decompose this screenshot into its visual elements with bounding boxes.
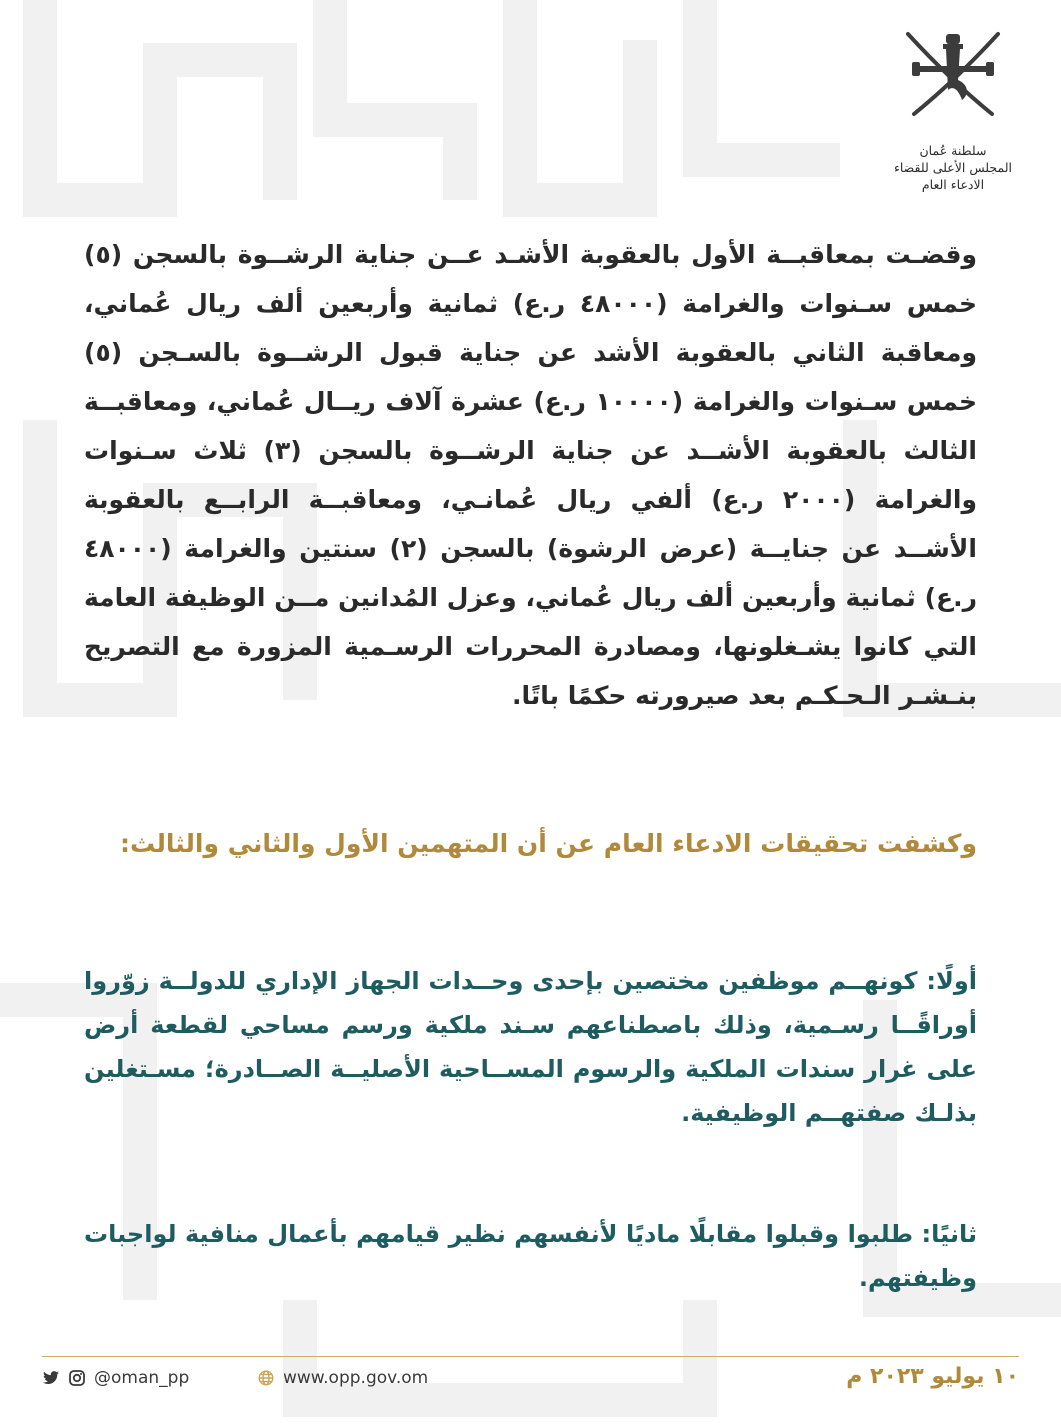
- globe-icon: [257, 1369, 275, 1387]
- khanjar-emblem-icon: [900, 28, 1006, 120]
- footer-divider: [42, 1356, 1019, 1357]
- footer: [42, 1364, 1019, 1404]
- logo-text-line: سلطنة عُمان: [919, 143, 987, 158]
- charge-second-paragraph: ثانيًا: طلبوا وقبلوا مقابلًا ماديًا لأنفسهم نظير قيامهم بأعمال منافية لواجبات وظيفتهم.: [84, 1220, 977, 1292]
- instagram-icon[interactable]: [68, 1369, 86, 1387]
- publication-date: ١٠ يوليو ٢٠٢٣ م: [846, 1364, 1019, 1389]
- social-handle[interactable]: @oman_pp: [94, 1368, 190, 1388]
- social-links: [42, 1368, 189, 1388]
- oman-emblem-logo: [878, 28, 1028, 190]
- investigation-heading: وكشفت تحقيقات الادعاء العام عن أن المتهمين الأول والثاني والثالث:: [120, 829, 977, 858]
- twitter-icon[interactable]: [42, 1369, 60, 1387]
- website-link: [257, 1368, 428, 1388]
- charge-first-paragraph: أولًا: كونهــم موظفين مختصين بإحدى وحــدات الجهاز الإداري للدولــة زوّروا أوراقًــا رسـمية، وذلك باصطناعهم سـند ملكية ورسم مساحي لقطعة أرض على غرار سندات الملكية والرسوم المســاحية الأصليــة الصــادرة؛ مسـتغلين بذلـك صفتهــم الوظيفية.: [84, 967, 977, 1127]
- logo-text-line: المجلس الأعلى للقضاء: [893, 160, 1012, 175]
- verdict-paragraph: وقضـت بمعاقبــة الأول بالعقوبة الأشـد عــن جناية الرشــوة بالسجن (٥) خمس سـنوات والغرامة (٤٨٠٠٠ ر.ع) ثمانية وأربعين ألف ريال عُماني، ومعاقبة الثاني بالعقوبة الأشد عن جناية قبول الرشــوة بالسـجن (٥) خمس سـنوات والغرامة (١٠٠٠٠ ر.ع) عشرة آلاف ريــال عُماني، ومعاقبــة الثالث بالعقوبة الأشــد عن جناية الرشــوة بالسجن (٣) ثلاث سـنوات والغرامة (٢٠٠٠ ر.ع) ألفي ريال عُمانـي، ومعاقبــة الرابــع بالعقوبة الأشــد عن جنايــة (عرض الرشوة) بالسجن (٢) سنتين والغرامة (٤٨٠٠٠ ر.ع) ثمانية وأربعين ألف ريال عُماني، وعزل المُدانين مــن الوظيفة العامة التي كانوا يشـغلونها، ومصادرة المحررات الرسـمية المزورة مع التصريح بنـشـر الـحـكـم بعد صيرورته حكمًا باتًا.: [84, 240, 977, 710]
- website-url[interactable]: www.opp.gov.om: [283, 1368, 429, 1388]
- logo-text-line: الادعاء العام: [921, 177, 985, 192]
